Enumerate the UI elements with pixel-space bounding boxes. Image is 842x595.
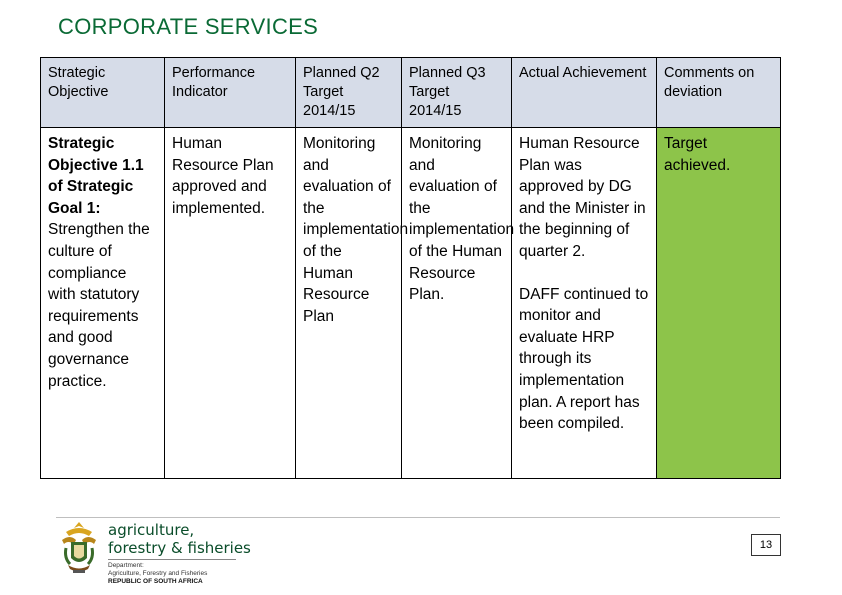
header-planned-q2: Planned Q2 Target 2014/15 (296, 58, 402, 128)
header-actual-achievement: Actual Achievement (512, 58, 657, 128)
footer-divider (56, 517, 780, 518)
header-planned-q3: Planned Q3 Target 2014/15 (402, 58, 512, 128)
cell-performance-indicator: Human Resource Plan approved and implemented. (165, 128, 296, 479)
coat-of-arms-icon (56, 518, 102, 580)
objective-heading: Strategic Objective 1.1 of Strategic Goal 1: (48, 135, 144, 217)
cell-actual-achievement (512, 128, 657, 479)
cell-planned-q2: Monitoring and evaluation of the implementation of the Human Resource Plan (296, 128, 402, 479)
cell-strategic-objective (41, 128, 165, 479)
logo-text-line2: forestry & fisheries (108, 539, 251, 557)
logo-department-name: Agriculture, Forestry and Fisheries (108, 570, 208, 577)
table-header-row (41, 58, 781, 128)
achievement-paragraph-2: DAFF continued to monitor and evaluate HRP through its implementation plan. A report has been compiled. (519, 285, 649, 433)
header-comments: Comments on deviation (657, 58, 781, 128)
achievement-paragraph-1: Human Resource Plan was approved by DG and the Minister in the beginning of quarter 2. (519, 135, 646, 260)
logo-department-label: Department: (108, 562, 144, 569)
header-performance-indicator: Performance Indicator (165, 58, 296, 128)
table-row (41, 128, 781, 479)
page-number: 13 (751, 534, 781, 556)
objective-text: Strengthen the culture of compliance with statutory requirements and good governance practice. (48, 221, 150, 390)
page-title: CORPORATE SERVICES (58, 14, 319, 39)
logo-country: REPUBLIC OF SOUTH AFRICA (108, 578, 203, 585)
department-logo (56, 518, 251, 585)
header-strategic-objective: Strategic Objective (41, 58, 165, 128)
logo-text-line1: agriculture, (108, 521, 195, 539)
performance-table (40, 57, 781, 479)
cell-planned-q3: Monitoring and evaluation of the implementation of the Human Resource Plan. (402, 128, 512, 479)
cell-comments: Target achieved. (657, 128, 781, 479)
